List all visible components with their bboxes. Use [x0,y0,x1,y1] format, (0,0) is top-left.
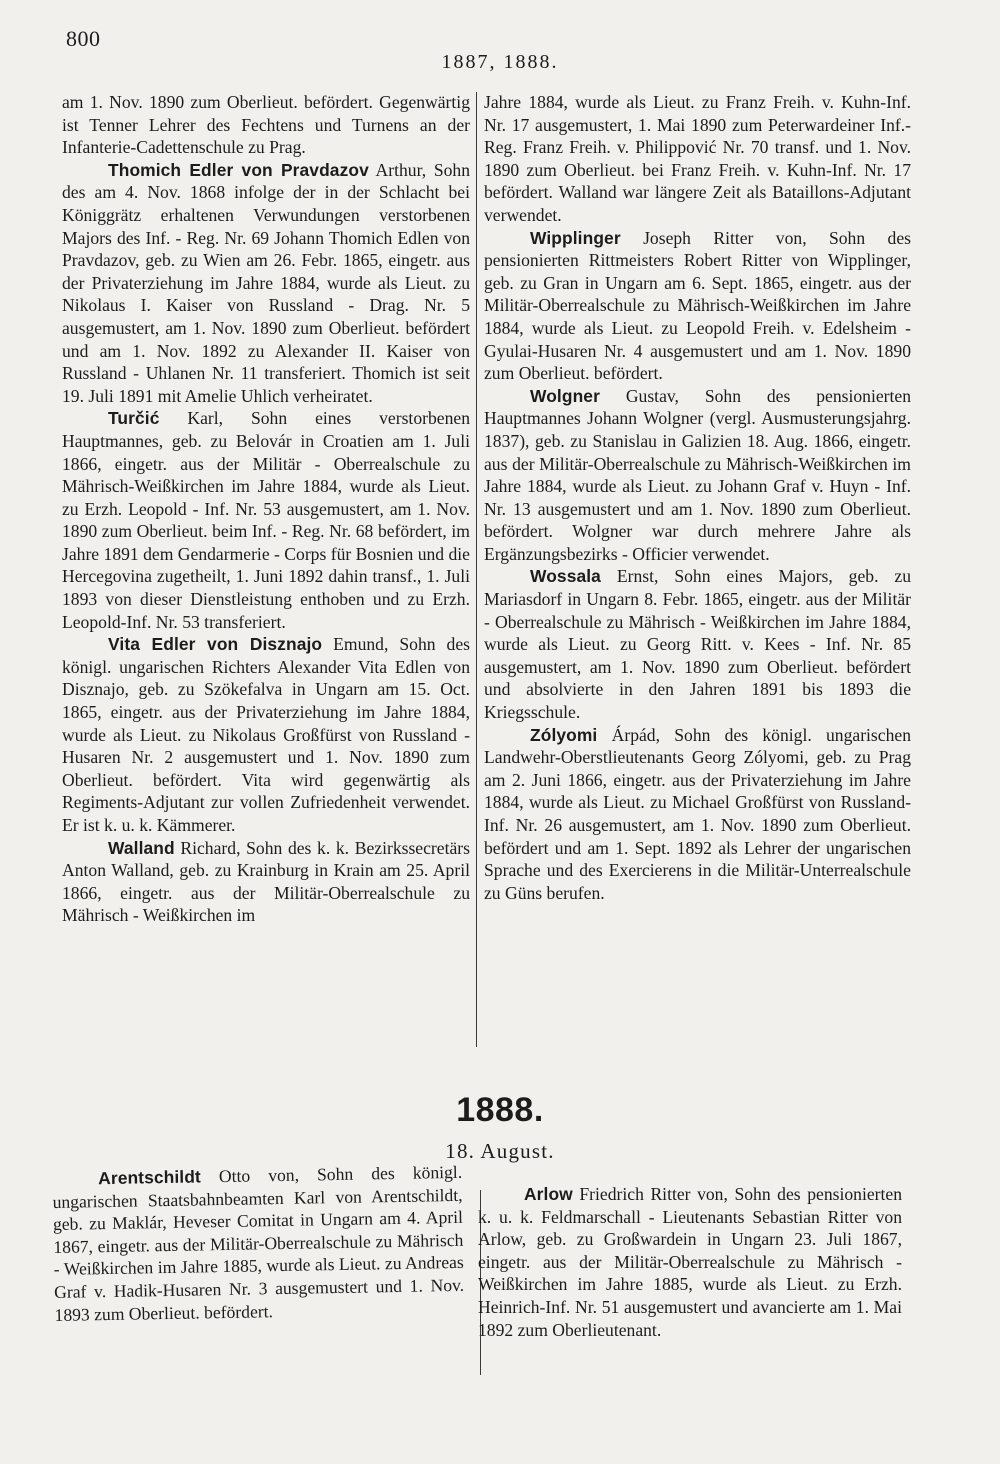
left-column-top [62,91,470,927]
entry-zolyomi [484,724,911,905]
entry-text: Otto von, Sohn des königl. ungarischen Staatsbahnbeamten Karl von Arentschildt, geb. zu Maklár, Heveser Comitat in Ungarn am 4. April 1867, eingetr. aus der Militär-Oberrealschule zu Mährisch - Weißkirchen im Jahre 1885, wurde als Lieut. zu Andreas Graf v. Hadik-Husaren Nr. 3 ausgemustert und 1. Nov. 1893 zum Oberlieut. befördert. [52,1161,465,1325]
entry-text: Friedrich Ritter von, Sohn des pensionierten k. u. k. Feldmarschall - Lieutenants Sebastian Ritter von Arlow, geb. zu Großwardein in Ungarn 23. Juli 1867, eingetr. aus der Militär-Oberrealschule zu Mährisch - Weißkirchen im Jahre 1885, wurde als Lieut. zu Erzh. Heinrich-Inf. Nr. 51 ausgemustert und avancierte am 1. Mai 1892 zum Oberlieutenant. [478,1184,902,1340]
entry-name: Walland [108,837,175,858]
entry-arentschildt [52,1161,465,1326]
entry-text: Karl, Sohn eines verstorbenen Hauptmannes, geb. zu Belovár in Croatien am 1. Juli 1866, eingetr. aus der Militär - Oberrealschule zu Mährisch-Weißkirchen im Jahre 1884, wurde als Lieut. zu Erzh. Leopold - Inf. Nr. 53 ausgemustert, am 1. Nov. 1890 zum Oberlieut. beim Inf. - Reg. Nr. 68 befördert, im Jahre 1891 dem Gendarmerie - Corps für Bosnien und die Hercegovina zugetheilt, 1. Juni 1892 dahin transf., 1. Juli 1893 von dieser Dienstleistung enthoben und zu Erzh. Leopold-Inf. Nr. 53 transferiert. [62,408,470,632]
right-column-bottom [478,1183,902,1341]
entry-text: Arthur, Sohn des am 4. Nov. 1868 infolge der in der Schlacht bei Königgrätz erhaltenen Verwundungen verstorbenen Majors des Inf. - Reg. Nr. 69 Johann Thomich Edlen von Pravdazov, geb. zu Wien am 26. Febr. 1865, eingetr. aus der Privaterziehung im Jahre 1884, wurde als Lieut. zu Nikolaus I. Kaiser von Russland - Drag. Nr. 5 ausgemustert, am 1. Nov. 1890 zum Oberlieut. befördert und am 1. Nov. 1892 zu Alexander II. Kaiser von Russland - Uhlanen Nr. 11 transferiert. Thomich ist seit 19. Juli 1891 mit Amelie Uhlich verheiratet. [62,159,470,406]
entry-wipplinger [484,227,911,385]
entry-thomich [62,159,470,408]
entry-text: Árpád, Sohn des königl. ungarischen Landwehr-Oberstlieutenants Georg Zólyomi, geb. zu Prag am 2. Juni 1866, eingetr. aus der Privaterziehung im Jahre 1884, wurde als Lieut. zu Michael Großfürst von Russland-Inf. Nr. 26 ausgemustert, am 1. Nov. 1890 zum Oberlieut. befördert und am 1. Sept. 1892 als Lehrer der ungarischen Sprache und des Exercierens in die Militär-Unterrealschule zu Güns berufen. [484,724,911,903]
section-date-heading: 18. August. [445,1139,555,1163]
entry-name: Arentschildt [98,1166,202,1189]
section-year-heading: 1888. [456,1091,544,1129]
page-number: 800 [66,26,101,51]
entry-wolgner [484,385,911,566]
right-column-top [484,91,911,904]
entry-text: Jahre 1884, wurde als Lieut. zu Franz Freih. v. Kuhn-Inf. Nr. 17 ausgemustert, 1. Mai 1890 zum Peterwardeiner Inf.-Reg. Franz Freih. v. Philippović Nr. 70 transf. und 1. Nov. 1890 zum Oberlieut. bei Franz Freih. v. Kuhn-Inf. Nr. 17 befördert. Walland war längere Zeit als Bataillons-Adjutant verwendet. [484,92,911,225]
entry-name: Wolgner [530,385,600,406]
entry-walland [62,837,470,927]
entry-name: Arlow [524,1184,573,1204]
entry-text: Emund, Sohn des königl. ungarischen Richters Alexander Vita Edlen von Disznajo, geb. zu Szökefalva in Ungarn am 15. Oct. 1865, eingetr. aus der Privaterziehung im Jahre 1884, wurde als Lieut. zu Nikolaus Großfürst von Russland - Husaren Nr. 2 ausgemustert und 1. Nov. 1890 zum Oberlieut. befördert. Vita wird gegenwärtig als Regiments-Adjutant zur vollen Zufriedenheit verwendet. Er ist k. u. k. Kämmerer. [62,634,470,835]
entry-text: am 1. Nov. 1890 zum Oberlieut. befördert. Gegenwärtig ist Tenner Lehrer des Fechtens und Turnens an der Infanterie-Cadettenschule zu Prag. [62,92,470,158]
entry-turcic [62,407,470,633]
entry-arlow [478,1183,902,1341]
entry-text: Richard, Sohn des k. k. Bezirkssecretärs Anton Walland, geb. zu Krainburg in Krain am 25. April 1866, eingetr. aus der Militär-Oberrealschule zu Mährisch - Weißkirchen im [62,837,470,926]
entry-name: Thomich Edler von Pravdazov [108,159,369,180]
entry-text: Gustav, Sohn des pensionierten Hauptmannes Johann Wolgner (vergl. Ausmusterungsjahrg. 1837), geb. zu Stanislau in Galizien 18. Aug. 1866, eingetr. aus der Militär-Oberrealschule zu Mährisch-Weißkirchen im Jahre 1884, wurde als Lieut. zu Johann Graf v. Huyn - Inf. Nr. 13 ausgemustert und am 1. Nov. 1890 zum Oberlieut. befördert. Wolgner war durch mehrere Jahre als Ergänzungsbezirks - Officier verwendet. [484,385,911,564]
entry-name: Wipplinger [530,227,621,248]
entry-text: Joseph Ritter von, Sohn des pensionierten Rittmeisters Robert Ritter von Wipplinger, geb. zu Gran in Ungarn am 6. Sept. 1865, eingetr. aus der Militär-Oberrealschule zu Mährisch-Weißkirchen im Jahre 1884, wurde als Lieut. zu Leopold Freih. v. Edelsheim - Gyulai-Husaren Nr. 4 ausgemustert und am 1. Nov. 1890 zum Oberlieut. befördert. [484,227,911,384]
entry-name: Turčić [108,408,160,429]
column-divider [476,92,477,1047]
entry-continuation [62,91,470,159]
entry-wossala [484,565,911,723]
running-head: 1887, 1888. [441,51,559,73]
entry-name: Zólyomi [530,724,598,745]
entry-name: Wossala [530,566,601,587]
entry-name: Vita Edler von Disznajo [108,634,323,655]
left-column-bottom [52,1161,465,1326]
entry-text: Ernst, Sohn eines Majors, geb. zu Mariasdorf in Ungarn 8. Febr. 1865, eingetr. aus der Militär - Oberrealschule zu Mährisch - Weißkirchen im Jahre 1884, wurde als Lieut. zu Georg Ritt. v. Kees - Inf. Nr. 85 ausgemustert, am 1. Nov. 1890 zum Oberlieut. befördert und absolvierte in den Jahren 1891 bis 1893 die Kriegsschule. [484,566,911,723]
entry-continuation [484,91,911,227]
entry-vita [62,633,470,836]
